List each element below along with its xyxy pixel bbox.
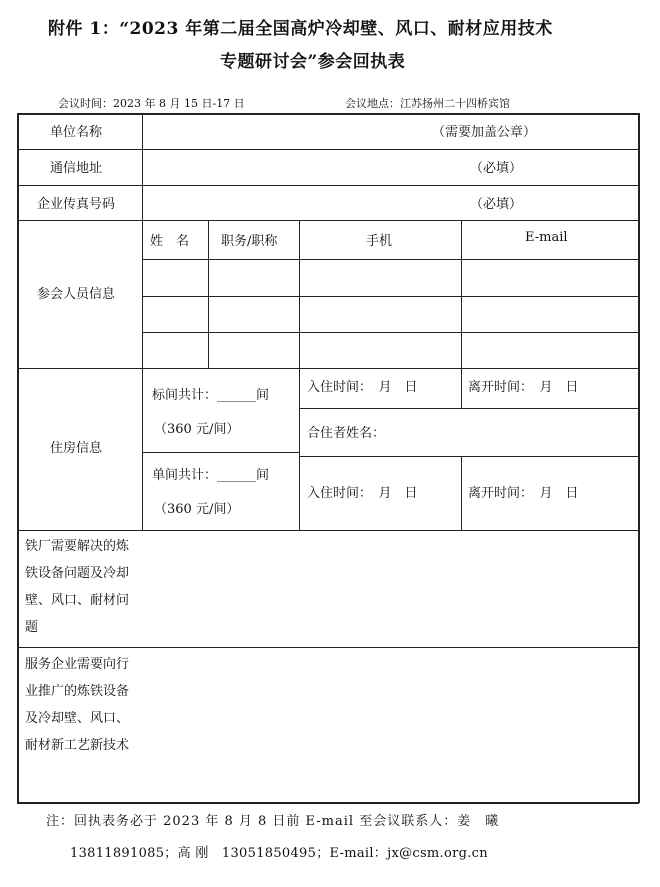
lodging-label: 住房信息 bbox=[50, 441, 103, 456]
header-position: 职务/职称 bbox=[221, 234, 278, 249]
standard-room-count: 标间共计：______间 bbox=[152, 388, 270, 403]
standard-room-price: （360 元/间） bbox=[154, 422, 240, 437]
promotion-label: 服务企业需要向行业推广的炼铁设备及冷却壁、风口、耐材新工艺新技术 bbox=[25, 657, 130, 753]
issues-label: 铁厂需要解决的炼铁设备问题及冷却壁、风口、耐材问题 bbox=[25, 539, 130, 635]
form-title-line1: 附件 1：“2023 年第二届全国高炉冷却壁、风口、耐材应用技术 bbox=[48, 19, 553, 39]
address-label: 通信地址 bbox=[50, 161, 103, 176]
meeting-location: 会议地点：江苏扬州二十四桥宾馆 bbox=[345, 97, 510, 110]
fax-label: 企业传真号码 bbox=[37, 197, 116, 212]
attendees-label: 参会人员信息 bbox=[37, 287, 116, 302]
header-name: 姓 名 bbox=[150, 234, 190, 249]
meeting-time: 会议时间：2023 年 8 月 15 日-17 日 bbox=[58, 97, 245, 110]
address-hint: （必填） bbox=[470, 161, 523, 176]
single-room-count: 单间共计：______间 bbox=[152, 468, 270, 483]
checkout-time-standard: 离开时间： 月 日 bbox=[468, 380, 579, 395]
checkin-time-single: 入住时间： 月 日 bbox=[307, 486, 418, 501]
fax-hint: （必填） bbox=[470, 197, 523, 212]
form-title-line2: 专题研讨会”参会回执表 bbox=[220, 52, 406, 72]
footer-note-line2: 13811891085；高 刚 13051850495；E-mail：jx@csm.org.cn bbox=[70, 846, 488, 861]
header-email: E-mail bbox=[525, 230, 568, 245]
single-room-price: （360 元/间） bbox=[154, 502, 240, 517]
roommate-name-label: 合住者姓名： bbox=[307, 426, 386, 441]
checkin-time-standard: 入住时间： 月 日 bbox=[307, 380, 418, 395]
footer-note-line1: 注：回执表务必于 2023 年 8 月 8 日前 E-mail 至会议联系人：姜 曦 bbox=[46, 814, 500, 829]
unit-name-label: 单位名称 bbox=[50, 125, 103, 140]
header-mobile: 手机 bbox=[366, 234, 393, 249]
checkout-time-single: 离开时间： 月 日 bbox=[468, 486, 579, 501]
unit-name-hint: （需要加盖公章） bbox=[432, 125, 537, 140]
